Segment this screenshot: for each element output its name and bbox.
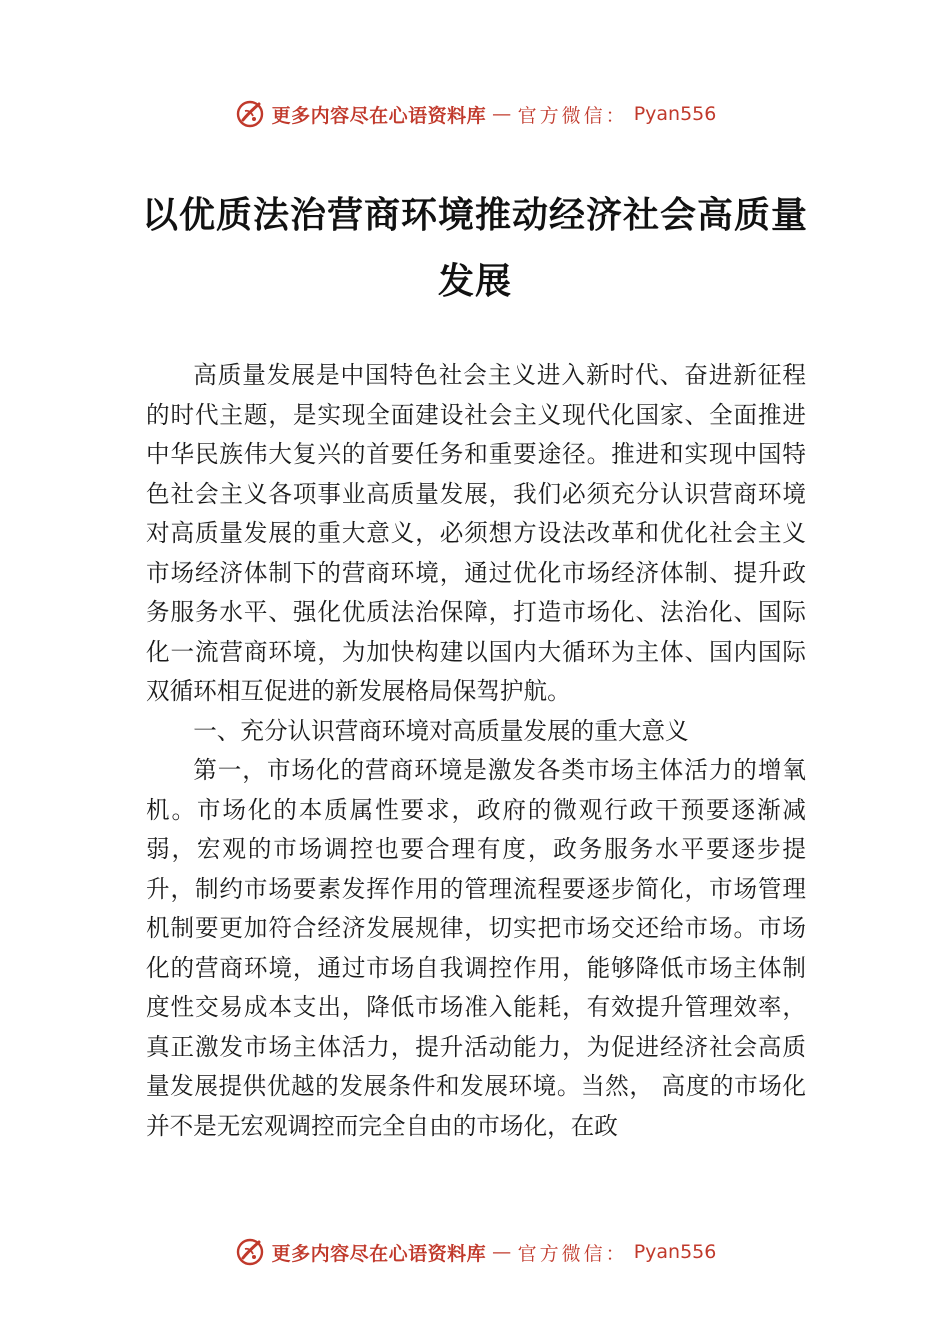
- header-watermark: [0, 94, 950, 134]
- ink-brush-logo-icon: [234, 98, 266, 130]
- watermark-label: 官方微信：: [517, 1242, 628, 1265]
- watermark-brand: 更多内容尽在心语资料库: [271, 1242, 487, 1265]
- ink-brush-logo-icon: [234, 1236, 266, 1268]
- watermark-wechat-id: Pyan556: [633, 1241, 717, 1263]
- watermark-separator: —: [492, 1241, 512, 1263]
- document-body: [146, 356, 806, 1146]
- watermark-label: 官方微信：: [517, 104, 628, 127]
- section-heading: 一、充分认识营商环境对高质量发展的重大意义: [193, 716, 689, 745]
- intro-paragraph: 高质量发展是中国特色社会主义进入新时代、奋进新征程的时代主题，是实现全面建设社会主义现代化国家、全面推进中华民族伟大复兴的首要任务和重要途径。推进和实现中国特色社会主义各项事业高质量发展，我们必须充分认识营商环境对高质量发展的重大意义，必须想方设法改革和优化社会主义市场经济体制下的营商环境，通过优化市场经济体制、提升政务服务水平、强化优质法治保障，打造市场化、法治化、国际化一流营商环境，为加快构建以国内大循环为主体、国内国际双循环相互促进的新发展格局保驾护航。: [146, 361, 806, 705]
- watermark-brand: 更多内容尽在心语资料库: [271, 104, 487, 127]
- document-title: 以优质法治营商环境推动经济社会高质量发展: [141, 194, 808, 302]
- body-paragraph: 第一，市场化的营商环境是激发各类市场主体活力的增氧机。市场化的本质属性要求，政府的微观行政干预要逐渐减弱，宏观的市场调控也要合理有度，政务服务水平要逐步提升，制约市场要素发挥作用的管理流程要逐步简化，市场管理机制要更加符合经济发展规律，切实把市场交还给市场。市场化的营商环境，通过市场自我调控作用，能够降低市场主体制度性交易成本支出，降低市场准入能耗，有效提升管理效率，真正激发市场主体活力，提升活动能力，为促进经济社会高质量发展提供优越的发展条件和发展环境。当然， 高度的市场化并不是无宏观调控而完全自由的市场化，在政: [146, 756, 806, 1140]
- watermark-separator: —: [492, 103, 512, 125]
- watermark-wechat-id: Pyan556: [633, 103, 717, 125]
- footer-watermark: [0, 1232, 950, 1272]
